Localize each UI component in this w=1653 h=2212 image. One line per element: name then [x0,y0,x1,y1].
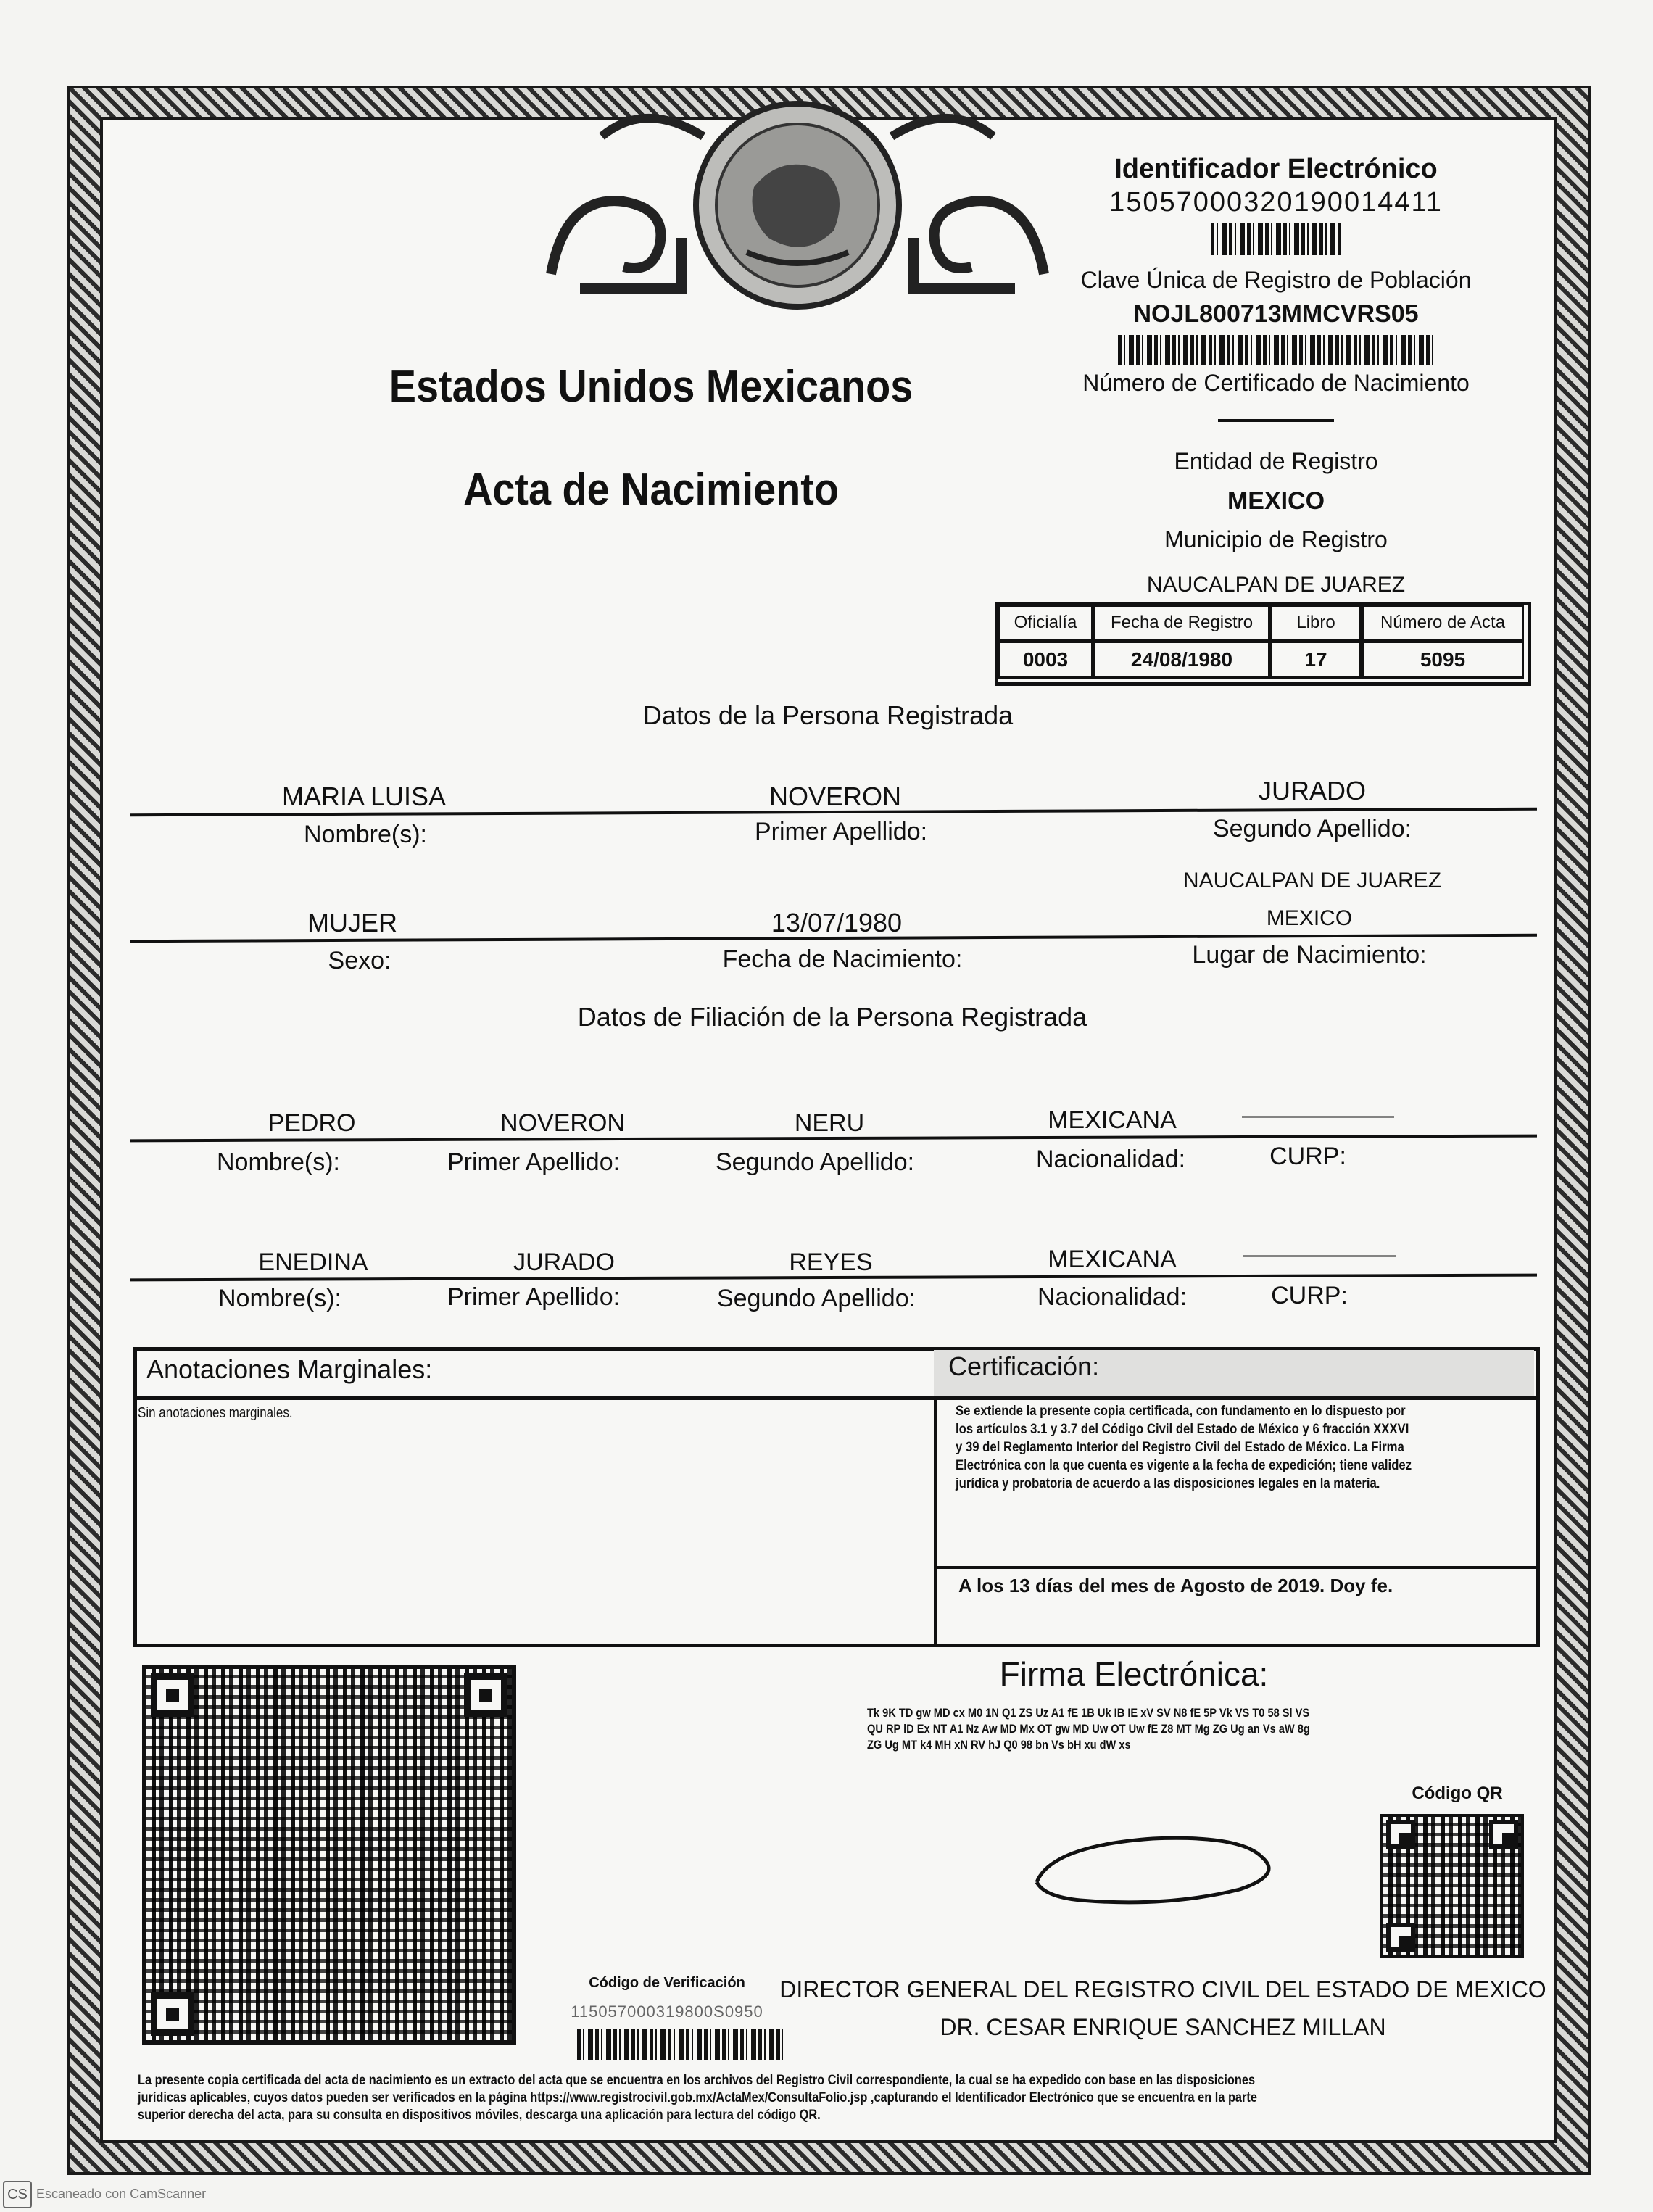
table-value-libro: 17 [1270,641,1362,679]
verification-code-value: 115057000319800S0950 [571,2002,763,2021]
director-title: DIRECTOR GENERAL DEL REGISTRO CIVIL DEL ESTADO DE MEXICO [779,1976,1546,2002]
certification-title: Certificación: [948,1351,1100,1381]
certification-line: Se extiende la presente copia certificada, con fundamento en lo dispuesto por [956,1404,1406,1419]
electronic-id-value: 15057000320190014411 [1109,187,1443,218]
certification-line: jurídica y probatoria de acuerdo a las disposiciones legales en la materia. [956,1476,1380,1491]
certification-text [956,1402,1466,1493]
father-name: PEDRO [268,1109,356,1137]
certification-line: Electrónica con la que cuenta es vigente a la fecha de expedición; tiene validez [956,1458,1412,1473]
footer-legal-text [138,2072,1516,2124]
table-header-fecha-registro: Fecha de Registro [1093,605,1270,641]
certification-date-divider [934,1566,1538,1569]
birth-place-line1: NAUCALPAN DE JUAREZ [1182,869,1442,892]
person-section-title: Datos de la Persona Registrada [642,700,1014,730]
curp-barcode [1118,335,1437,365]
father-surname1: NOVERON [500,1109,625,1137]
parents-section-title: Datos de Filiación de la Persona Registrada [577,1002,1088,1032]
mother-name: ENEDINA [258,1248,368,1276]
mother-name-label: Nombre(s): [218,1285,342,1312]
small-qr-code [1380,1814,1524,1958]
handwritten-signature [1022,1817,1312,1911]
certification-date-line: A los 13 días del mes de Agosto de 2019. Doy fe. [958,1575,1393,1596]
mother-curp-label: CURP: [1271,1282,1348,1309]
mother-curp: ——————— [1243,1243,1396,1267]
curp-value: NOJL800713MMCVRS05 [1133,300,1419,328]
birth-certificate-blank [1218,419,1334,422]
mother-surname2-label: Segundo Apellido: [716,1285,916,1312]
footer-line: La presente copia certificada del acta de nacimiento es un extracto del acta que se encuentra en los archivos del Registro Civil correspondiente, la cual se ha expedido con base en las disposiciones [138,2073,1256,2088]
mother-nationality: MEXICANA [1048,1246,1177,1273]
curp-label: Clave Única de Registro de Población [1080,267,1472,293]
annotations-title: Anotaciones Marginales: [146,1354,433,1384]
person-birth-date: 13/07/1980 [771,908,903,937]
signature-hash-line: QU RP lD Ex NT A1 Nz Aw MD Mx OT gw MD Uw OT Uw fE Z8 MT Mg ZG Ug an Vs aW 8g [867,1722,1310,1736]
birth-place-line2: MEXICO [1266,906,1353,930]
table-value-oficialia: 0003 [998,641,1093,679]
entity-value: MEXICO [1227,487,1325,515]
camscanner-logo: CS [3,2181,32,2208]
father-nationality-label: Nacionalidad: [1035,1146,1186,1173]
annotations-text: Sin anotaciones marginales. [138,1405,293,1421]
footer-line: jurídicas aplicables, cuyos datos pueden ser verificados en la página https://www.registrocivil.gob.mx/ActaMex/ConsultaFolio.jsp ,capturando el Identificador Electrónico que se encuentra en la parte [138,2090,1257,2105]
signature-hash-line: ZG Ug MT k4 MH xN RV hJ Q0 98 bn Vs bH xu dW xs [867,1738,1131,1752]
mother-surname1: JURADO [513,1248,615,1276]
table-value-fecha-registro: 24/08/1980 [1093,641,1270,679]
signature-title: Firma Electrónica: [999,1655,1269,1693]
qr-label: Código QR [1412,1784,1503,1803]
mother-surname1-label: Primer Apellido: [447,1283,621,1311]
verification-qr-code [142,1665,516,2045]
verification-barcode [577,2029,783,2060]
father-curp: ——————— [1242,1103,1394,1127]
signature-hash [867,1705,1428,1753]
table-header-numero-acta: Número de Acta [1362,605,1524,641]
certification-line: y 39 del Reglamento Interior del Registro Civil del Estado de México. La Firma [956,1440,1404,1455]
mother-nationality-label: Nacionalidad: [1037,1283,1188,1311]
person-surname2-label: Segundo Apellido: [1212,815,1412,842]
father-name-label: Nombre(s): [216,1148,341,1176]
document-title: Acta de Nacimiento [463,465,839,515]
person-birth-date-label: Fecha de Nacimiento: [722,945,963,973]
person-surname2: JURADO [1258,776,1367,805]
verification-code-label: Código de Verificación [589,1975,745,1991]
table-header-libro: Libro [1270,605,1362,641]
table-value-numero-acta: 5095 [1362,641,1524,679]
entity-label: Entidad de Registro [1174,448,1378,474]
person-name-label: Nombre(s): [303,821,428,848]
certification-line: los artículos 3.1 y 3.7 del Código Civil del Estado de México y 6 fracción XXXVI [956,1422,1409,1437]
country-title: Estados Unidos Mexicanos [389,362,914,412]
father-surname2: NERU [794,1109,865,1137]
mother-surname2: REYES [789,1248,873,1276]
person-surname1-label: Primer Apellido: [754,818,928,845]
person-surname1: NOVERON [768,782,902,811]
person-sex-label: Sexo: [328,947,392,974]
electronic-id-label: Identificador Electrónico [1114,154,1438,184]
electronic-id-barcode [1211,223,1341,255]
municipality-label: Municipio de Registro [1164,526,1388,552]
person-name: MARIA LUISA [281,782,447,811]
footer-line: superior derecha del acta, para su consulta en dispositivos móviles, descarga una aplicación para lectura del código QR. [138,2108,821,2123]
signature-hash-line: Tk 9K TD gw MD cx M0 1N Q1 ZS Uz A1 fE 1B Uk IB IE xV SV N8 fE 5P Vk VS T0 58 Sl VS [867,1706,1310,1720]
father-nationality: MEXICANA [1048,1106,1177,1134]
camscanner-watermark: Escaneado con CamScanner [36,2187,207,2201]
table-header-oficialia: Oficialía [998,605,1093,641]
director-name: DR. CESAR ENRIQUE SANCHEZ MILLAN [940,2014,1386,2040]
person-birth-place-label: Lugar de Nacimiento: [1192,941,1427,969]
father-surname2-label: Segundo Apellido: [715,1148,915,1176]
municipality-value: NAUCALPAN DE JUAREZ [1146,573,1406,597]
father-curp-label: CURP: [1269,1143,1346,1170]
father-surname1-label: Primer Apellido: [447,1148,621,1176]
person-sex: MUJER [307,908,397,937]
coat-of-arms-seal [536,93,1058,310]
box-divider-header [133,1396,1538,1400]
birth-certificate-label: Número de Certificado de Nacimiento [1082,370,1470,396]
